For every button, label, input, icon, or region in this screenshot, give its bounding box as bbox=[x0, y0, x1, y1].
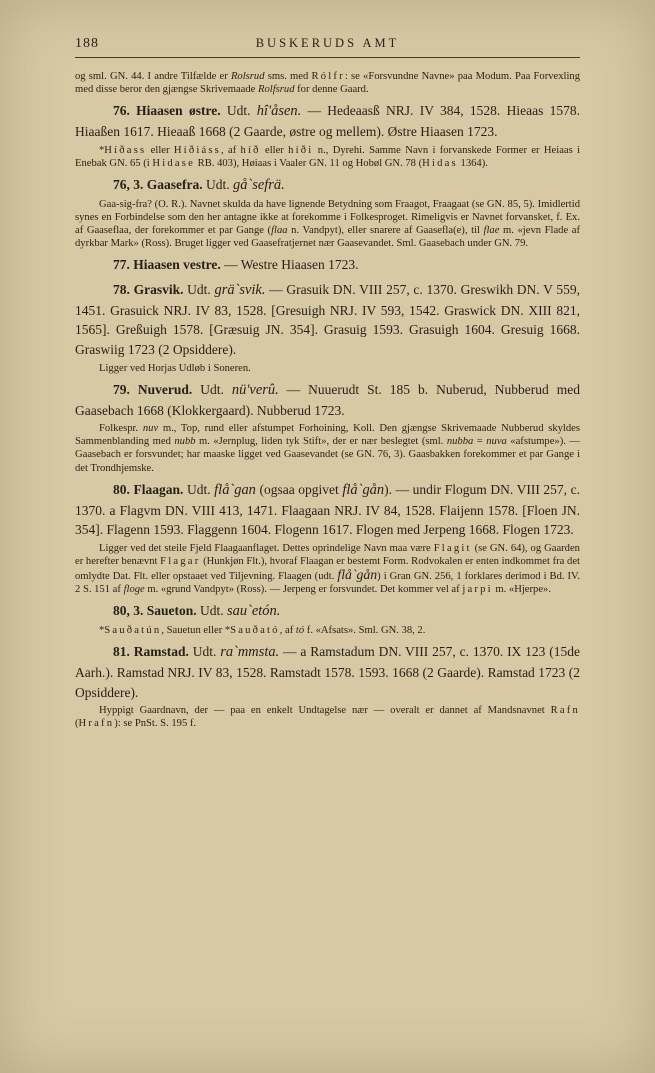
note-paragraph bbox=[75, 542, 580, 597]
text-segment: (se GN. 64), og Gaarden er herefter benævnt bbox=[75, 542, 580, 567]
text-segment: (Hunkjøn Flt.), hvoraf Flaagan er bestemt Form. Rodvokalen er enten indkommet fra det omlydte Dat. Flt. eller opstaaet ved Tiljevning. Flaagen (udt. bbox=[75, 555, 580, 582]
text-segment: RB. 403), Høiaas i Vaaler GN. 11 og Hobøl GN. 78 ( bbox=[195, 157, 423, 169]
text-segment: 1364). bbox=[457, 157, 488, 169]
entry-paragraph bbox=[75, 175, 580, 196]
text-segment: , Sauetun eller * bbox=[161, 625, 231, 637]
text-segment: nü'verû. bbox=[231, 381, 279, 398]
text-segment: nuv bbox=[142, 423, 159, 435]
text-segment: ). — undir Flogum DN. VIII 257, c. 1370. a Flagvm DN. VIII 413, 1471. Flaagaan NRJ. IV 84, 1528. Flaijenn 1578. [Floen JN. 354]. Flagenn 1593. Flaggenn 1604. Flogenn 1617. Flogen med Jerpeng 1668. Flogen 1723. bbox=[75, 481, 581, 538]
text-segment: flå`gån bbox=[337, 566, 378, 582]
text-segment: floge bbox=[123, 584, 145, 596]
text-segment: 76. Hiaasen østre. bbox=[113, 103, 221, 119]
text-segment: nubb bbox=[174, 436, 196, 448]
text-segment: 80, 3. Saueton. bbox=[113, 603, 197, 619]
text-segment: Hidase bbox=[152, 157, 195, 169]
text-segment: jarpi bbox=[462, 584, 493, 596]
text-segment: ( bbox=[75, 718, 79, 730]
page-content bbox=[75, 70, 580, 731]
text-segment: , af bbox=[221, 144, 241, 156]
text-segment: Gaa-sig-fra? (O. R.). Navnet skulda da have lignende Betydning som Fraagot, Fraagaat (se GN. 85, 5). Imidlertid synes en Forbindelse som den her antagne ikke at forekomme i Folkesproget. Rimeligvis er Navnet forvansket, f. Ex. af Gaaseflaa, der forekommer et par Gange ( bbox=[75, 198, 580, 237]
text-segment: Udt. bbox=[192, 381, 232, 397]
text-segment: Rolsrud bbox=[230, 71, 265, 82]
text-segment: n., Dyrehi. Samme Navn i forvanskede Former er Heiaas i Enebak GN. 65 (i bbox=[75, 144, 580, 169]
text-segment: 77. Hiaasen vestre. bbox=[113, 257, 221, 273]
text-segment: sms. med bbox=[264, 71, 312, 82]
text-segment: «afstumpe»). — Gaasebach er forsvundet; har maaske ligget ved Gaasevandet (se GN. 76, 3). Gaasbakken forekommer et par Gange i det Trondhjemske. bbox=[75, 436, 580, 474]
note-paragraph bbox=[75, 362, 580, 375]
text-segment: Híðiáss bbox=[173, 144, 222, 156]
text-segment: : se «Forsvundne Navne» paa Modum. Paa Forvexling med disse beror den gjængse Skrivemaade bbox=[75, 71, 580, 96]
entry-paragraph bbox=[75, 101, 580, 141]
text-segment: Udt. bbox=[183, 481, 215, 497]
text-segment: eller bbox=[146, 144, 174, 156]
text-segment: * bbox=[99, 625, 105, 637]
text-segment: Hidas bbox=[422, 157, 458, 169]
text-segment: híð bbox=[240, 144, 261, 156]
text-segment: flå`gan bbox=[214, 481, 256, 498]
text-segment: (ogsaa opgivet bbox=[255, 481, 343, 497]
text-segment: Udt. bbox=[220, 103, 257, 119]
text-segment: flaa bbox=[271, 225, 288, 237]
note-paragraph bbox=[75, 70, 580, 96]
text-segment: Ligger ved det steile Fjeld Flaagaanflaget. Dettes oprindelige Navn maa være bbox=[99, 542, 434, 554]
text-segment: Udt. bbox=[188, 644, 221, 660]
text-segment: 76, 3. Gaasefra. bbox=[113, 176, 203, 192]
text-segment: m. «Jernplug, liden tyk Stift», der er nær beslegtet (sml. bbox=[195, 436, 447, 448]
text-segment: híði bbox=[288, 144, 314, 156]
page-header bbox=[75, 36, 580, 54]
text-segment: Udt. bbox=[196, 603, 228, 619]
text-segment: 79. Nuverud. bbox=[113, 381, 193, 397]
note-paragraph bbox=[75, 144, 580, 170]
text-segment: = bbox=[473, 436, 487, 448]
entry-paragraph bbox=[75, 380, 580, 420]
header-rule bbox=[75, 57, 580, 58]
text-segment: — Grasuik DN. VIII 257, c. 1370. Greswikh DN. V 559, 1451. Grasuick NRJ. IV 83, 1528. [Gresuigh NRJ. IV 593, 1542. Graswick DN. XIII 821, 1565]. Greßuigh 1578. [Græsuig JN. 354]. Grasuig 1593. Grasuigh 1604. Gresuig 1668. Graswiig 1723 (2 Opsiddere). bbox=[75, 281, 580, 358]
text-segment: flå`gån bbox=[342, 481, 385, 498]
text-segment: nuva bbox=[486, 436, 507, 448]
text-segment: Hyppigt Gaardnavn, der — paa en enkelt Undtagelse nær — overalt er dannet af Mandsnavnet bbox=[99, 705, 551, 717]
text-segment: eller bbox=[260, 144, 289, 156]
text-segment: 78. Grasvik. bbox=[113, 281, 184, 297]
text-segment: Ligger ved Horjas Udløb i Soneren. bbox=[99, 362, 251, 374]
text-segment: * bbox=[99, 144, 105, 156]
entry-paragraph bbox=[75, 280, 580, 360]
text-segment: m. «Hjerpe». bbox=[492, 584, 551, 596]
entry-paragraph bbox=[75, 255, 580, 275]
text-segment: Híðass bbox=[104, 144, 147, 156]
text-segment: Rafn bbox=[550, 705, 580, 717]
text-segment: m. «jevn Flade af dyrkbar Mark» (Ross). Bruget ligger ved Gaasefratjernet nær Gaasevandet. Sml. Gaasebach under GN. 79. bbox=[75, 225, 581, 250]
text-segment: sau`etón. bbox=[227, 603, 281, 620]
note-paragraph bbox=[75, 704, 580, 730]
text-segment: grä`svik. bbox=[214, 281, 266, 298]
running-title: BUSKERUDS AMT bbox=[255, 36, 400, 50]
text-segment: — Nuuerudt St. 185 b. Nuberud, Nubberud med Gaasebach 1668 (Klokkergaard). Nubberud 1723. bbox=[75, 381, 581, 418]
text-segment: Udt. bbox=[183, 281, 215, 297]
note-paragraph bbox=[75, 422, 580, 475]
entry-paragraph bbox=[75, 601, 580, 622]
text-segment: tó bbox=[295, 625, 305, 637]
text-segment: n. Vandpyt), eller snarere af Gaasefla(e), til bbox=[287, 225, 484, 237]
text-segment: og sml. GN. 44. I andre Tilfælde er bbox=[75, 71, 231, 82]
text-segment: m. «grund Vandpyt» (Ross). — Jerpeng er forsvundet. Det kommer vel af bbox=[144, 584, 463, 596]
text-segment: 80. Flaagan. bbox=[113, 481, 184, 497]
text-segment: Sauðató bbox=[230, 625, 280, 637]
text-segment: , af bbox=[279, 625, 296, 637]
text-segment: 81. Ramstad. bbox=[113, 644, 189, 660]
text-segment: Rolfsrud bbox=[258, 84, 295, 96]
text-segment: — Westre Hiaasen 1723. bbox=[220, 257, 359, 273]
text-segment: — a Ramstadum DN. VIII 257, c. 1370. IX 123 (15de Aarh.). Ramstad NRJ. IV 83, 1528. Ramstadt 1578. 1593. 1668 (2 Gaarde). Ramstad 1723 (2 Opsiddere). bbox=[75, 644, 581, 700]
text-segment: Hrafn bbox=[78, 718, 115, 730]
text-segment: Rólfr bbox=[311, 71, 345, 82]
note-paragraph bbox=[75, 624, 580, 637]
text-segment: Flagar bbox=[160, 555, 201, 567]
entry-paragraph bbox=[75, 480, 580, 540]
text-segment: Sauðatún bbox=[104, 625, 162, 637]
text-segment: hî'åsen. bbox=[256, 103, 302, 120]
text-segment: m., Top, rund eller afstumpet Forhoining, Koll. Den gjængse Skrivemaade Nubberud skyldes Sammenblanding med bbox=[75, 423, 580, 448]
text-segment: for denne Gaard. bbox=[294, 84, 369, 96]
text-segment: ): se PnSt. S. 195 f. bbox=[114, 718, 197, 730]
text-segment: f. «Afsats». Sml. GN. 38, 2. bbox=[304, 625, 426, 637]
note-paragraph bbox=[75, 198, 580, 251]
entry-paragraph bbox=[75, 642, 580, 702]
text-segment: Flagit bbox=[433, 542, 472, 554]
text-segment: ) i Gran GN. 256, 1 forklares derimod i Bd. IV. 2 S. 151 af bbox=[75, 570, 580, 596]
text-segment: gå`sefrä. bbox=[232, 176, 285, 193]
text-segment: ra`mmsta. bbox=[220, 644, 280, 661]
text-segment: Udt. bbox=[202, 176, 233, 192]
text-segment: Folkespr. bbox=[99, 423, 143, 435]
text-segment: flae bbox=[483, 225, 500, 237]
text-segment: — Hedeaasß NRJ. IV 384, 1528. Hieaas 1578. Hiaaßen 1617. Hieaaß 1668 (2 Gaarde, østre og mellem). Østre Hiaasen 1723. bbox=[75, 103, 580, 140]
text-segment: nubba bbox=[446, 436, 474, 448]
page-number: 188 bbox=[75, 36, 99, 51]
